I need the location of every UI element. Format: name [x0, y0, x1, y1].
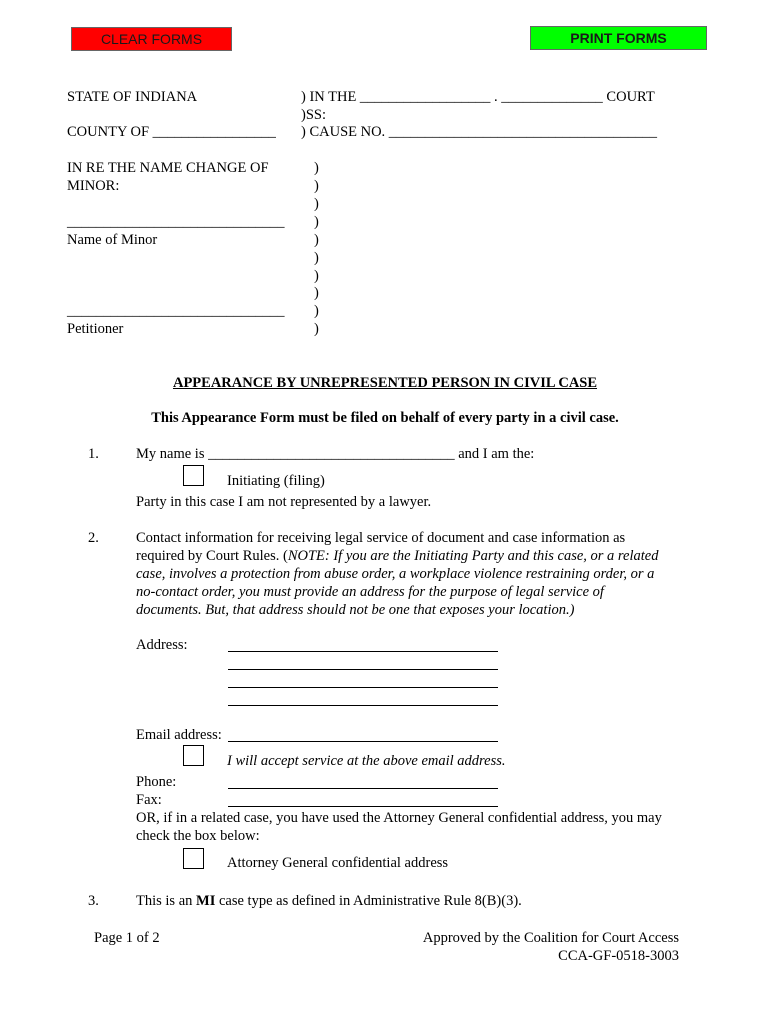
caption-paren: ) [314, 214, 319, 230]
caption-paren: ) [314, 232, 319, 248]
approved-by: Approved by the Coalition for Court Access [422, 930, 679, 946]
caption-paren: ) [314, 303, 319, 319]
confidential-checkbox[interactable] [183, 848, 204, 869]
caption-paren: ) [314, 321, 319, 337]
county-label: COUNTY OF _________________ [67, 124, 276, 140]
item-3-pre: This is an [136, 893, 197, 909]
in-re-label: IN RE THE NAME CHANGE OF [67, 160, 269, 176]
item-2-note: NOTE: If you are the Initiating Party and this case, or a related case, involves a protection from abuse order, a workplace violence restraining order, or a no-contact order, you must provide an address for the purpose of legal service of documents. But, that address should not be one that exposes your location.) [136, 548, 659, 618]
minor-name-line: ______________________________ [67, 214, 285, 230]
address-line-4[interactable] [228, 705, 498, 706]
form-title: APPEARANCE BY UNREPRESENTED PERSON IN CIVIL CASE [172, 375, 598, 391]
item-2-intro: Contact information for receiving legal service of document and case information as required by Court Rules. ( [136, 530, 626, 564]
court-line: ) IN THE __________________ . ______________ COURT [301, 89, 655, 105]
item-3-text [136, 892, 522, 910]
item-3-number: 3. [88, 893, 99, 909]
confidential-text: OR, if in a related case, you have used the Attorney General confidential address, you may check the box below: [136, 810, 662, 844]
cause-number-line: ) CAUSE NO. _____________________________________ [301, 124, 658, 140]
initiating-option-label: Initiating (filing) [227, 473, 325, 489]
address-line-3[interactable] [228, 687, 498, 688]
address-line-1[interactable] [228, 651, 498, 652]
item-2-number: 2. [88, 530, 99, 546]
fax-line[interactable] [228, 806, 498, 807]
minor-name-label: Name of Minor [67, 232, 158, 248]
caption-paren: ) [314, 268, 319, 284]
address-label: Address: [136, 637, 188, 653]
item-1-party-text: Party in this case I am not represented by a lawyer. [136, 494, 432, 510]
caption-paren: ) [314, 178, 319, 194]
address-line-2[interactable] [228, 669, 498, 670]
case-type-code: MI [196, 893, 216, 909]
page-number: Page 1 of 2 [94, 930, 160, 946]
fax-label: Fax: [136, 792, 162, 808]
email-accept-checkbox[interactable] [183, 745, 204, 766]
item-1-text: My name is __________________________________ and I am the: [136, 446, 535, 462]
item-1-number: 1. [88, 446, 99, 462]
email-accept-label: I will accept service at the above email address. [227, 753, 506, 769]
confidential-option-label: Attorney General confidential address [227, 855, 449, 871]
email-line[interactable] [228, 741, 498, 742]
in-re-minor-label: MINOR: [67, 178, 120, 194]
caption-paren: ) [314, 285, 319, 301]
caption-paren: ) [314, 196, 319, 212]
form-id: CCA-GF-0518-3003 [558, 948, 679, 964]
ss-label: )SS: [301, 107, 326, 123]
caption-paren: ) [314, 160, 319, 176]
phone-line[interactable] [228, 788, 498, 789]
clear-forms-button[interactable]: CLEAR FORMS [71, 27, 232, 51]
phone-label: Phone: [136, 774, 177, 790]
item-2-text [136, 529, 666, 619]
state-label: STATE OF INDIANA [67, 89, 198, 105]
caption-paren: ) [314, 250, 319, 266]
petitioner-line: ______________________________ [67, 303, 285, 319]
form-subtitle: This Appearance Form must be filed on behalf of every party in a civil case. [151, 410, 619, 426]
email-label: Email address: [136, 727, 222, 743]
initiating-checkbox[interactable] [183, 465, 204, 486]
print-forms-button[interactable]: PRINT FORMS [530, 26, 707, 50]
item-3-post: case type as defined in Administrative Rule 8(B)(3). [215, 893, 522, 909]
petitioner-label: Petitioner [67, 321, 124, 337]
